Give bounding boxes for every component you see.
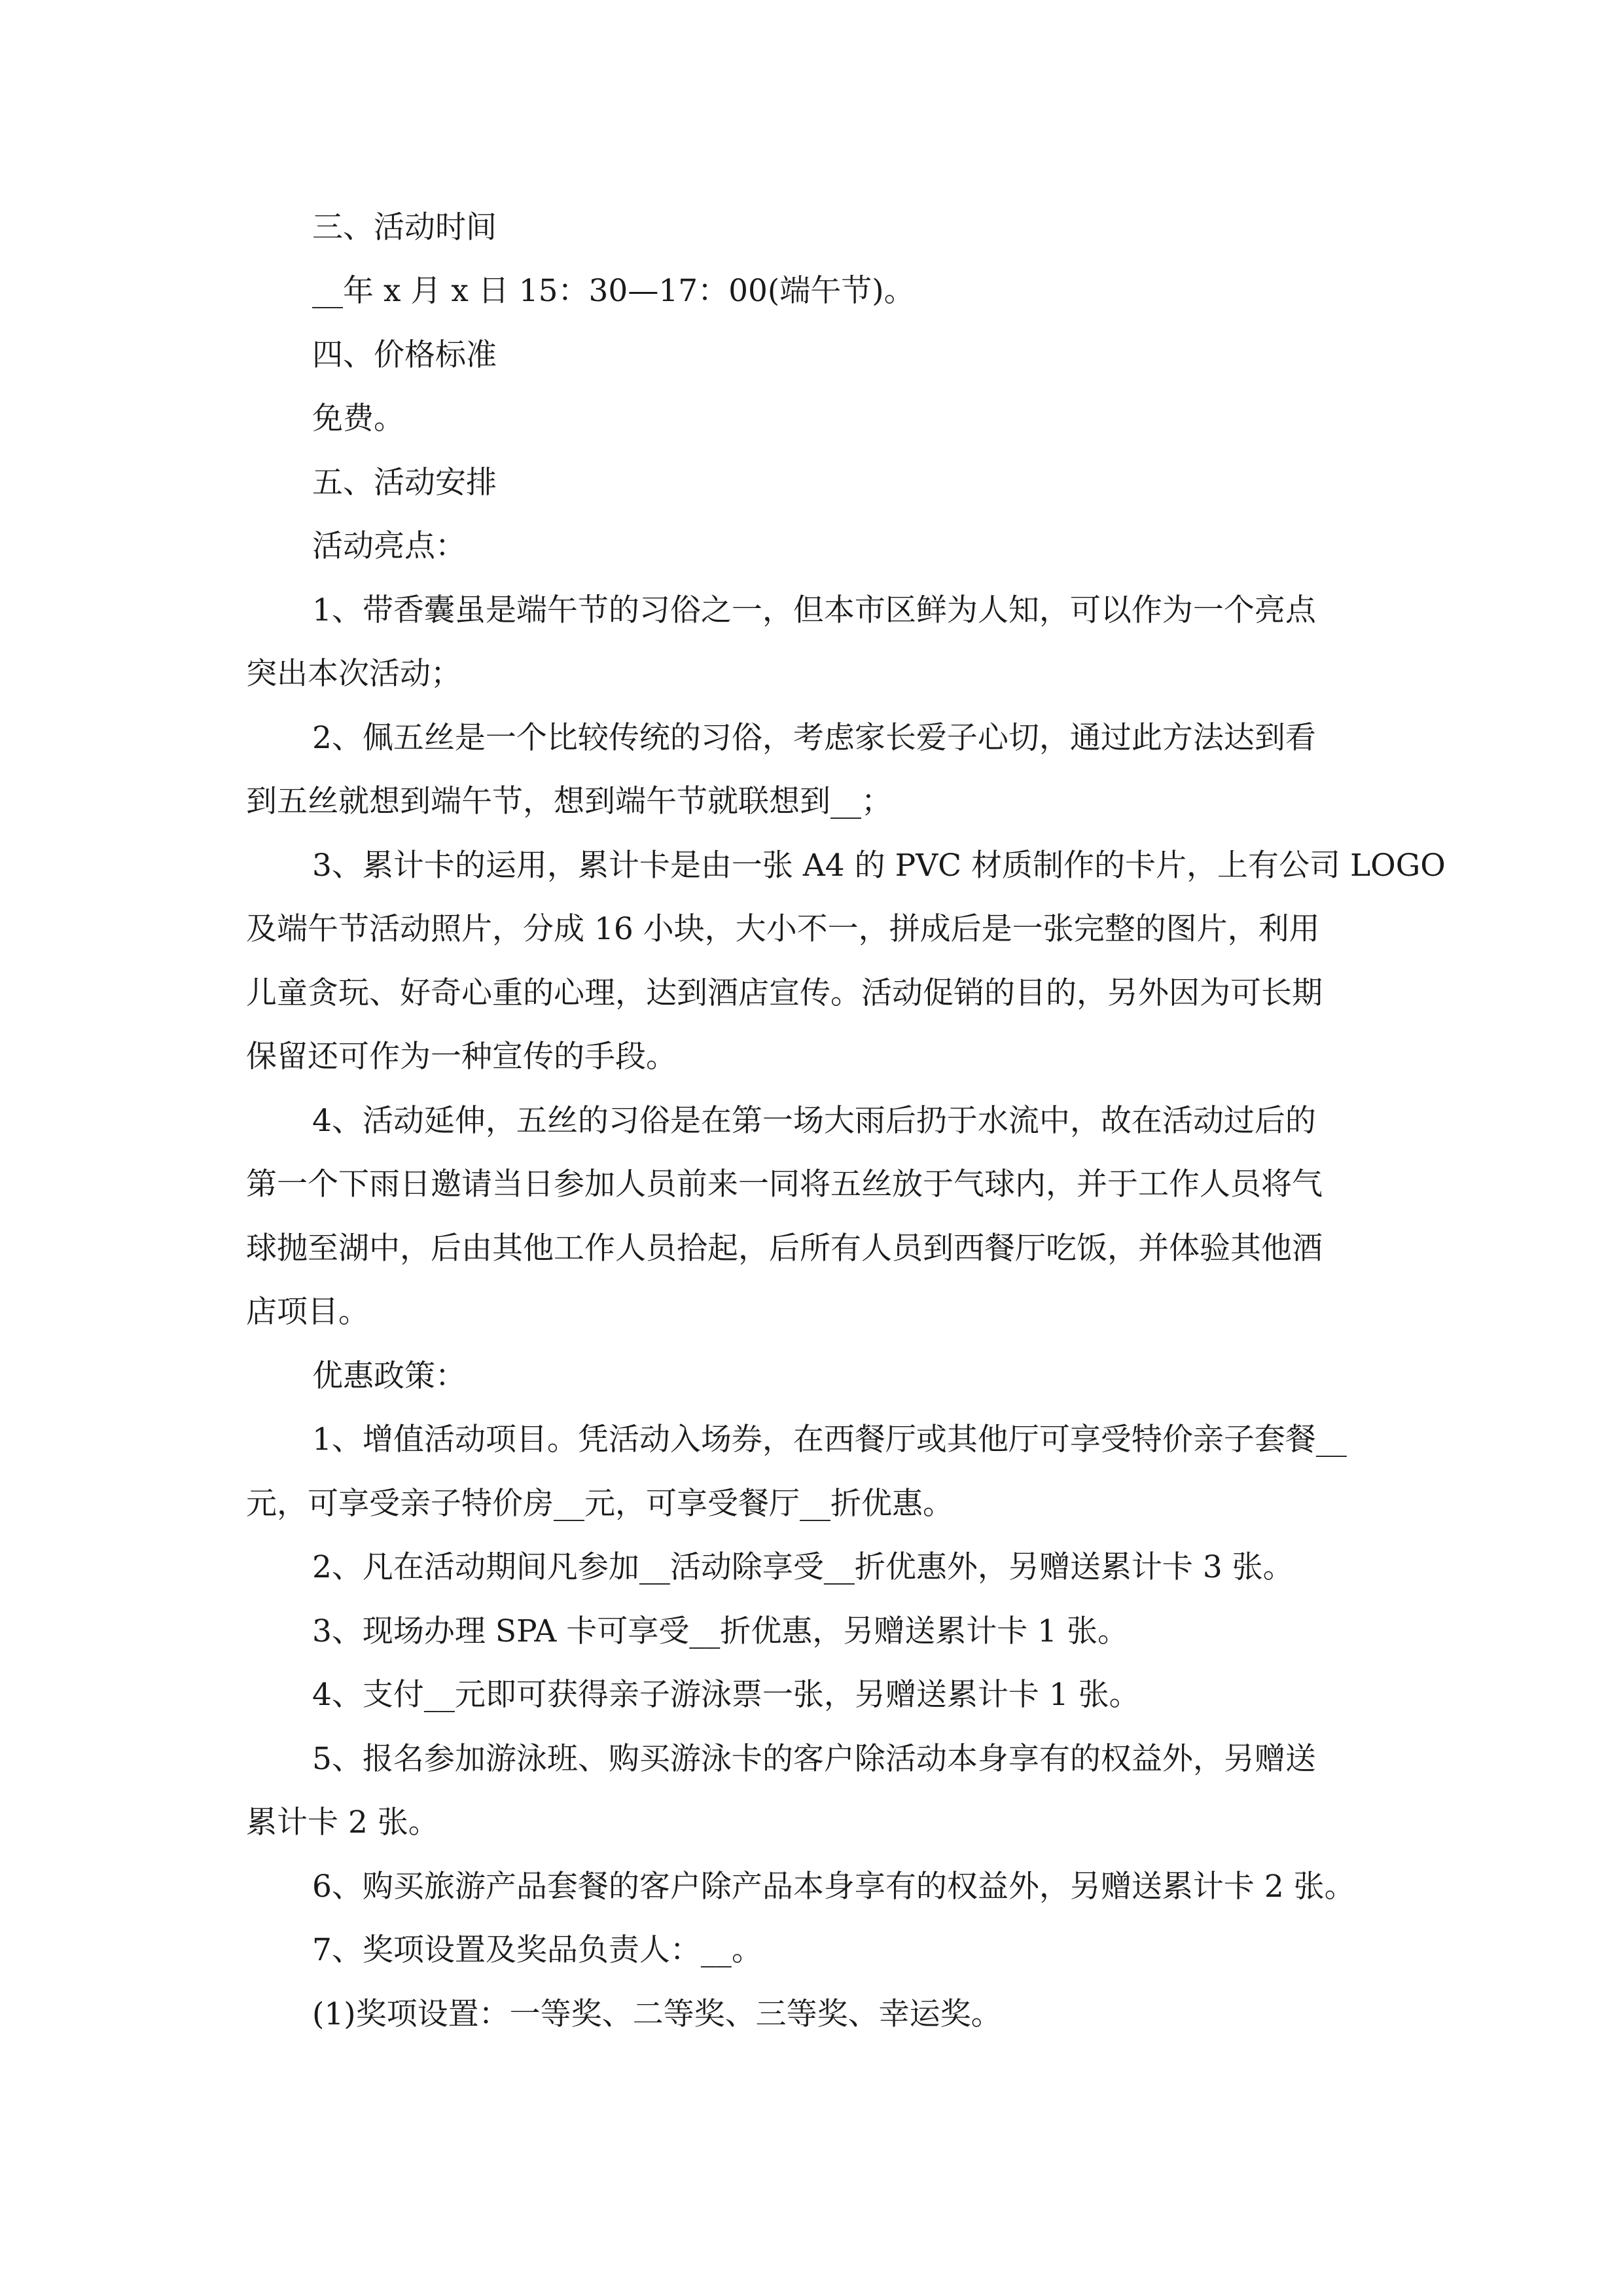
paragraph-line: 4、支付__元即可获得亲子游泳票一张，另赠送累计卡 1 张。 bbox=[312, 1677, 1140, 1713]
section-heading-activity-time: 三、活动时间 bbox=[312, 209, 497, 245]
paragraph-line: 及端午节活动照片，分成 16 小块，大小不一，拼成后是一张完整的图片，利用 bbox=[246, 911, 1320, 947]
section-heading-arrangement: 五、活动安排 bbox=[312, 465, 497, 501]
paragraph-line: 突出本次活动； bbox=[246, 656, 461, 692]
paragraph-line: 累计卡 2 张。 bbox=[246, 1804, 439, 1840]
paragraph-line: 1、增值活动项目。凭活动入场券，在西餐厅或其他厅可享受特价亲子套餐__ bbox=[312, 1422, 1347, 1458]
paragraph-line: 6、购买旅游产品套餐的客户除产品本身享有的权益外，另赠送累计卡 2 张。 bbox=[312, 1869, 1355, 1905]
paragraph-line: 5、报名参加游泳班、购买游泳卡的客户除活动本身享有的权益外，另赠送 bbox=[312, 1741, 1316, 1777]
price-text: 免费。 bbox=[312, 401, 404, 437]
paragraph-line: 7、奖项设置及奖品负责人：__。 bbox=[312, 1932, 762, 1968]
paragraph-line: 2、凡在活动期间凡参加__活动除享受__折优惠外，另赠送累计卡 3 张。 bbox=[312, 1549, 1294, 1585]
paragraph-line: 店项目。 bbox=[246, 1294, 369, 1330]
highlights-heading: 活动亮点： bbox=[312, 528, 466, 564]
paragraph-line: 儿童贪玩、好奇心重的心理，达到酒店宣传。活动促销的目的，另外因为可长期 bbox=[246, 975, 1323, 1011]
paragraph-line: (1)奖项设置：一等奖、二等奖、三等奖、幸运奖。 bbox=[312, 1996, 1002, 2032]
paragraph-line: 第一个下雨日邀请当日参加人员前来一同将五丝放于气球内，并于工作人员将气 bbox=[246, 1166, 1323, 1202]
paragraph-line: 2、佩五丝是一个比较传统的习俗，考虑家长爱子心切，通过此方法达到看 bbox=[312, 720, 1316, 756]
paragraph-line: 保留还可作为一种宣传的手段。 bbox=[246, 1039, 677, 1075]
paragraph-line: 3、现场办理 SPA 卡可享受__折优惠，另赠送累计卡 1 张。 bbox=[312, 1613, 1129, 1649]
discount-policy-heading: 优惠政策： bbox=[312, 1358, 466, 1394]
activity-time-text: __年 x 月 x 日 15：30—17：00(端午节)。 bbox=[312, 273, 915, 309]
paragraph-line: 到五丝就想到端午节，想到端午节就联想到__； bbox=[246, 783, 892, 819]
section-heading-price: 四、价格标准 bbox=[312, 337, 497, 373]
paragraph-line: 球抛至湖中，后由其他工作人员拾起，后所有人员到西餐厅吃饭，并体验其他酒 bbox=[246, 1230, 1323, 1266]
paragraph-line: 4、活动延伸，五丝的习俗是在第一场大雨后扔于水流中，故在活动过后的 bbox=[312, 1103, 1316, 1139]
paragraph-line: 1、带香囊虽是端午节的习俗之一，但本市区鲜为人知，可以作为一个亮点 bbox=[312, 592, 1316, 628]
paragraph-line: 元，可享受亲子特价房__元，可享受餐厅__折优惠。 bbox=[246, 1486, 954, 1522]
paragraph-line: 3、累计卡的运用，累计卡是由一张 A4 的 PVC 材质制作的卡片，上有公司 LOGO bbox=[312, 848, 1446, 884]
